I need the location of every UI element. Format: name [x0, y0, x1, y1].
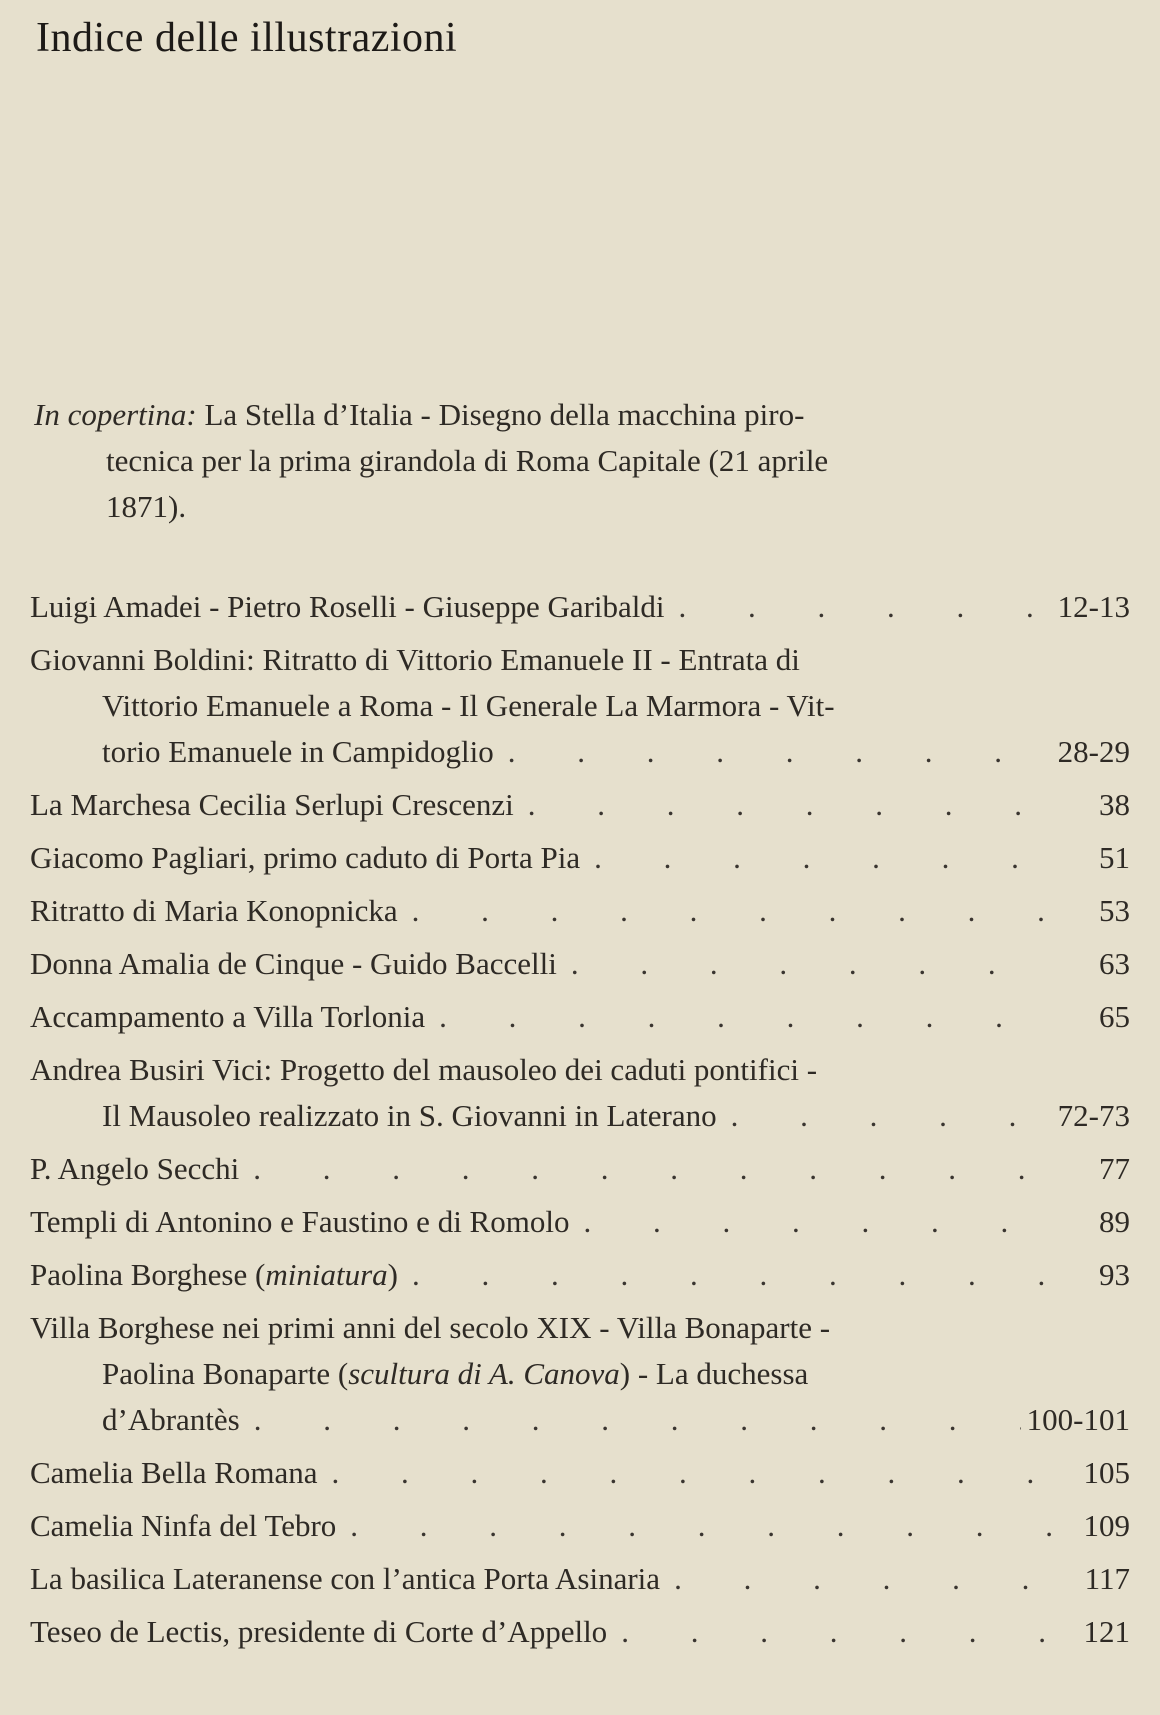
entry-page: 121	[1083, 1614, 1130, 1649]
entry-text: P. Angelo Secchi	[30, 1151, 240, 1186]
leader-dots	[494, 729, 1052, 775]
list-item	[30, 584, 1130, 630]
leader-dots	[660, 1556, 1054, 1602]
list-item	[30, 1450, 1130, 1496]
list-item	[30, 888, 1130, 934]
entry-text: Ritratto di Maria Konopnicka	[30, 893, 398, 928]
leader-dots	[580, 835, 1054, 881]
entry-italic: scultura di A. Canova	[348, 1356, 620, 1391]
entry-text: Villa Borghese nei primi anni del secolo XIX - Villa Bonaparte -	[30, 1310, 831, 1345]
leader-dots	[717, 1093, 1052, 1139]
leader-dots	[425, 994, 1054, 1040]
list-item: Paolina Borghese (miniatura) . . . 93	[30, 1252, 1130, 1298]
leader-dots	[557, 941, 1054, 987]
entry-text: Vittorio Emanuele a Roma - Il Generale La Marmora - Vit-	[102, 688, 835, 723]
entry-page: 53	[1099, 893, 1130, 928]
entry-text: Camelia Ninfa del Tebro	[30, 1508, 337, 1543]
cover-text-1: La Stella d’Italia - Disegno della macchina piro-	[204, 397, 805, 432]
cover-note	[34, 392, 1034, 530]
entry-text: Luigi Amadei - Pietro Roselli - Giuseppe Garibaldi	[30, 589, 665, 624]
entry-page: 109	[1083, 1508, 1130, 1543]
entry-text: Andrea Busiri Vici: Progetto del mausoleo dei caduti pontifici -	[30, 1052, 818, 1087]
entry-text: La Marchesa Cecilia Serlupi Crescenzi	[30, 787, 514, 822]
list-item	[30, 994, 1130, 1040]
list-item	[30, 637, 1130, 775]
leader-dots	[665, 584, 1052, 630]
entry-page: 28-29	[1057, 734, 1130, 769]
list-item	[30, 1199, 1130, 1245]
entry-page: 72-73	[1057, 1098, 1130, 1133]
list-item	[30, 941, 1130, 987]
entry-text: Giacomo Pagliari, primo caduto di Porta Pia	[30, 840, 581, 875]
entry-page: 63	[1099, 946, 1130, 981]
entry-text: - La duchessa	[637, 1356, 809, 1391]
leader-dots	[398, 1252, 1054, 1298]
entry-text: Teseo de Lectis, presidente di Corte d’Appello	[30, 1614, 608, 1649]
entry-text: La basilica Lateranense con l’antica Porta Asinaria	[30, 1561, 661, 1596]
entry-page: 51	[1099, 840, 1130, 875]
leader-dots	[398, 888, 1054, 934]
list-item	[30, 1503, 1130, 1549]
entry-page: 100-101	[1026, 1402, 1130, 1437]
leader-dots	[607, 1609, 1054, 1655]
cover-line-1	[34, 392, 1034, 438]
leader-dots	[240, 1397, 1021, 1443]
page-title: Indice delle illustrazioni	[36, 15, 458, 61]
entry-text: Templi di Antonino e Faustino e di Romolo	[30, 1204, 570, 1239]
cover-line-3: 1871).	[106, 489, 187, 524]
entry-page: 12-13	[1057, 589, 1130, 624]
entry-text: Giovanni Boldini: Ritratto di Vittorio Emanuele II - Entrata di	[30, 642, 800, 677]
entry-page: 77	[1099, 1151, 1130, 1186]
entry-page: 38	[1099, 787, 1130, 822]
entry-text: Donna Amalia de Cinque - Guido Baccelli	[30, 946, 557, 981]
leader-dots	[336, 1503, 1054, 1549]
leader-dots	[318, 1450, 1054, 1496]
list-item	[30, 1609, 1130, 1655]
list-item	[30, 782, 1130, 828]
illustrations-list	[30, 584, 1130, 1662]
list-item	[30, 1556, 1130, 1602]
leader-dots	[569, 1199, 1054, 1245]
list-item	[30, 1047, 1130, 1139]
entry-page: 93	[1099, 1257, 1130, 1292]
leader-dots	[239, 1146, 1054, 1192]
list-item	[30, 835, 1130, 881]
entry-page: 65	[1099, 999, 1130, 1034]
entry-text: Accampamento a Villa Torlonia	[30, 999, 426, 1034]
entry-text: Camelia Bella Romana	[30, 1455, 318, 1490]
entry-text: Il Mausoleo realizzato in S. Giovanni in Laterano	[102, 1098, 717, 1133]
entry-text: Paolina Borghese	[30, 1257, 248, 1292]
entry-page: 105	[1083, 1455, 1130, 1490]
entry-italic: miniatura	[265, 1257, 388, 1292]
cover-line-2: tecnica per la prima girandola di Roma Capitale (21 aprile	[106, 443, 829, 478]
list-item	[30, 1146, 1130, 1192]
list-item: Villa Borghese nei primi anni del secolo XIX - Villa Bonaparte - Paolina Bonaparte (scultura di A. Canova) - La duchessa d’Abrantès . . . 100-101	[30, 1305, 1130, 1443]
leader-dots	[514, 782, 1054, 828]
entry-page: 89	[1099, 1204, 1130, 1239]
entry-page: 117	[1084, 1561, 1130, 1596]
cover-label: In copertina:	[34, 397, 197, 432]
entry-text: Paolina Bonaparte	[102, 1356, 331, 1391]
entry-text: torio Emanuele in Campidoglio	[102, 734, 494, 769]
entry-text: d’Abrantès	[102, 1402, 240, 1437]
